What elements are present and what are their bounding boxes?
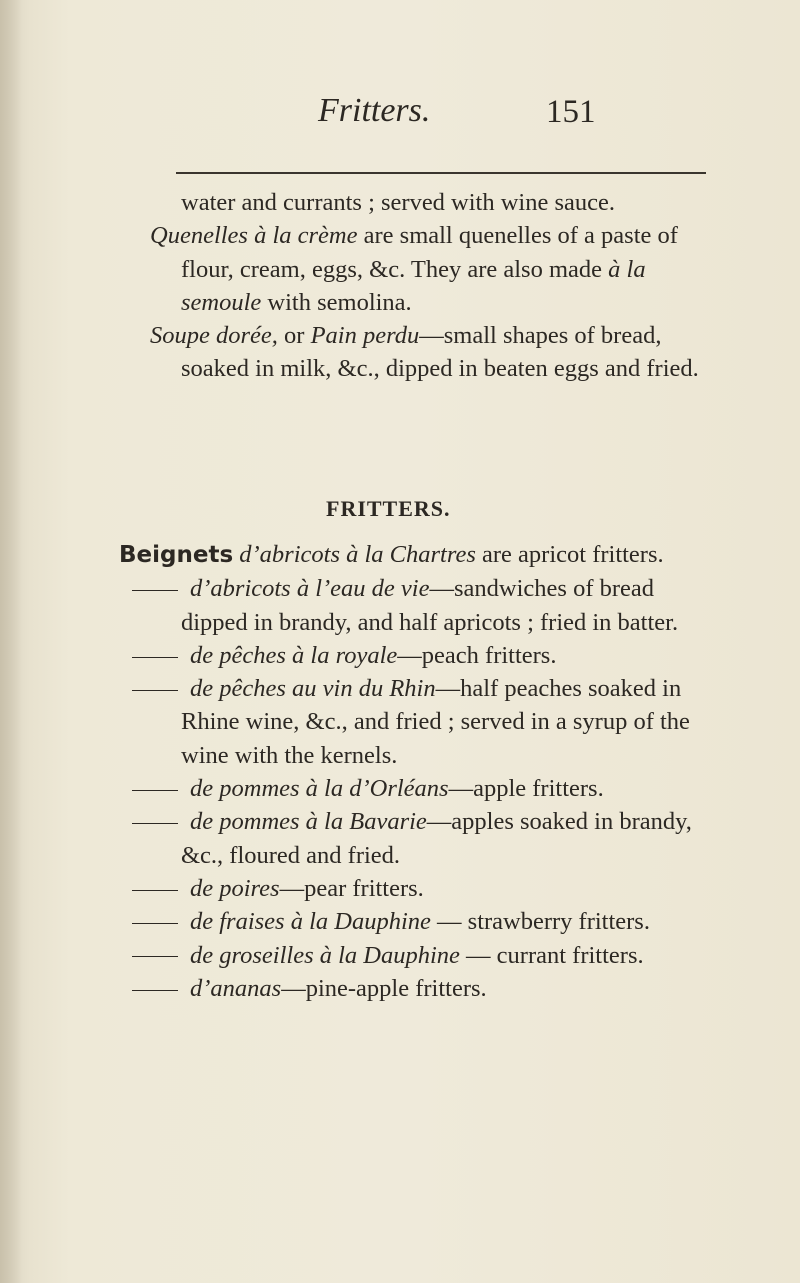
entry-text: —apple fritters.	[448, 775, 604, 803]
entry-text: —pine-apple fritters.	[281, 974, 487, 1002]
page-number: 151	[546, 94, 596, 130]
entry-term: de groseilles à la Dauphine	[190, 941, 460, 969]
entry-text: — strawberry fritters.	[430, 908, 650, 936]
ditto-dash	[132, 590, 178, 591]
list-item	[119, 772, 719, 805]
entry-term: d’abricots à la Chartres	[239, 541, 476, 568]
list-item	[119, 672, 719, 772]
entry-term: de fraises à la Dauphine	[190, 908, 431, 936]
ditto-dash	[132, 956, 178, 957]
fritters-list	[119, 538, 719, 1005]
paragraph-text: with semolina.	[261, 288, 412, 316]
paragraph-text: —small shapes of bread, soaked in milk, &c., dipped in beaten eggs and fried.	[181, 322, 699, 383]
entry-text: —apples soaked in brandy, &c., floured and fried.	[181, 808, 692, 869]
entry-term: d’ananas	[190, 974, 282, 1002]
ditto-dash	[132, 890, 178, 891]
list-item	[119, 538, 719, 572]
paragraph-soupe-doree	[150, 319, 710, 386]
ditto-dash	[132, 690, 178, 691]
entry-term: de pommes à la d’Orléans	[190, 775, 449, 803]
entry-text: are apricot fritters.	[475, 541, 664, 568]
paragraph-term: Pain perdu	[310, 322, 420, 350]
ditto-dash	[132, 823, 178, 824]
page-header	[0, 92, 800, 140]
list-item	[119, 572, 719, 639]
entry-text: — currant fritters.	[459, 941, 644, 969]
section-title: FRITTERS.	[326, 496, 451, 521]
paragraph-text: or	[277, 322, 311, 350]
paragraph-quenelles	[150, 219, 710, 319]
entry-term: d’abricots à l’eau de vie	[190, 575, 430, 603]
list-item	[119, 939, 719, 972]
page-edge-shadow	[0, 0, 22, 1283]
lead-word: Beignets	[119, 542, 234, 568]
paragraph-text: are small quenelles of a paste of flour, cream, eggs, &c. They are also made	[181, 222, 678, 283]
list-item	[119, 805, 719, 872]
ditto-dash	[132, 990, 178, 991]
ditto-dash	[132, 790, 178, 791]
entry-term: de pêches à la royale	[190, 641, 398, 669]
entry-text: —pear fritters.	[279, 874, 424, 902]
entry-term: de pêches au vin du Rhin	[190, 675, 436, 703]
entry-term: de poires	[190, 874, 280, 902]
list-item	[119, 872, 719, 905]
paragraph-term: Quenelles à la crème	[150, 222, 358, 250]
entry-term: de pommes à la Bavarie	[190, 808, 427, 836]
list-item	[119, 905, 719, 938]
list-item	[119, 972, 719, 1005]
paragraph-continuation	[150, 186, 710, 219]
ditto-dash	[132, 657, 178, 658]
entry-text: —half peaches soaked in Rhine wine, &c., and fried ; served in a syrup of the wine with the kernels.	[181, 675, 690, 769]
header-rule	[176, 172, 706, 174]
list-item	[119, 639, 719, 672]
top-paragraphs	[150, 186, 710, 386]
entry-text: —sandwiches of bread dipped in brandy, and half apricots ; fried in batter.	[181, 575, 679, 636]
paragraph-term: à la semoule	[181, 255, 646, 316]
paragraph-term: Soupe dorée,	[150, 322, 278, 350]
entry-text: —peach fritters.	[397, 641, 557, 669]
paragraph-text: water and currants ; served with wine sauce.	[181, 189, 616, 216]
running-title: Fritters.	[318, 92, 431, 129]
ditto-dash	[132, 923, 178, 924]
